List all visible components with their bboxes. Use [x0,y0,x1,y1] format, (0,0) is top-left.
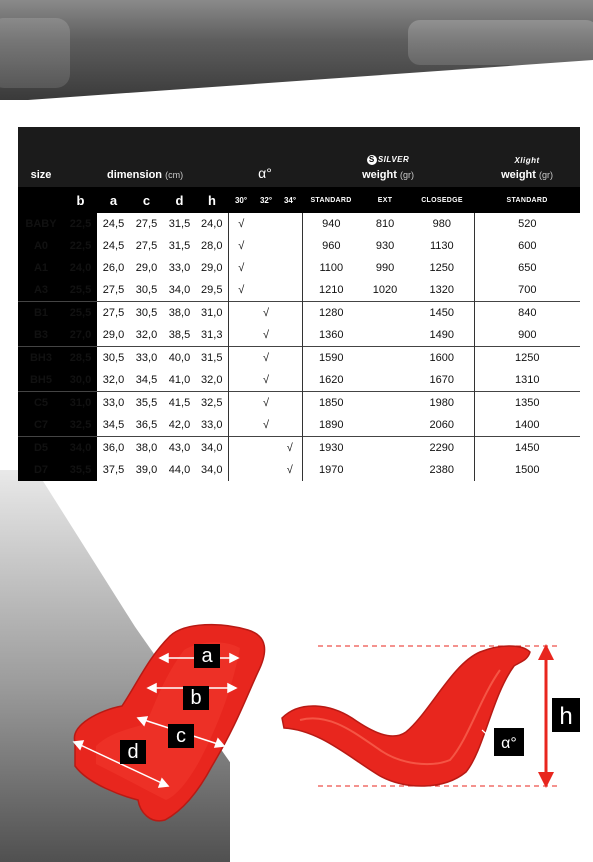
cell-b: 25,5 [64,302,97,325]
cell-d: 40,0 [163,347,196,370]
cell-a: 27,5 [97,302,130,325]
cell-silver-standard: 960 [322,240,341,252]
cell-silver-closedge: 1130 [410,235,474,257]
cell-b: 32,5 [64,414,97,437]
cell-angle-0 [228,347,254,370]
cell-silver-closedge: 1600 [410,347,474,370]
cell-silver-ext [360,392,410,415]
cell-silver-standard: 1360 [319,329,344,341]
cell-c: 32,0 [135,329,158,341]
col-xlight-standard: STANDARD [474,187,580,213]
cell-silver-closedge: 980 [410,213,474,235]
label-d [120,740,146,764]
cell-silver-ext [360,324,410,347]
cell-silver-standard: 940 [322,218,341,230]
cell-angle-2 [278,302,302,325]
seat-size-table [18,127,580,481]
cell-c: 36,5 [135,419,158,431]
cell-c: 33,0 [130,347,163,370]
label-a [194,644,220,668]
cell-h: 31,3 [201,329,223,341]
cell-h: 28,0 [201,240,223,252]
header-angle: α° [228,127,302,187]
cell-c: 38,0 [130,437,163,460]
cell-silver-closedge: 1250 [410,257,474,279]
cell-silver-standard: 1850 [302,392,360,415]
cell-angle-0: √ [228,257,254,279]
cell-angle-2 [278,279,302,302]
cell-a: 24,5 [102,240,125,252]
cell-b: 22,5 [64,213,97,235]
cell-silver-ext [360,414,410,437]
cell-angle-0 [228,414,254,437]
cell-b: 27,0 [64,324,97,347]
cell-size: A3 [18,279,64,302]
background-panel-left [0,18,70,88]
cell-b: 30,0 [64,369,97,392]
cell-size: C5 [18,392,64,415]
cell-a: 36,0 [97,437,130,460]
cell-h: 29,5 [201,284,223,296]
cell-silver-closedge: 1670 [410,369,474,392]
cell-xlight-standard: 520 [518,218,537,230]
cell-size: BH5 [18,369,64,392]
cell-silver-standard: 1280 [302,302,360,325]
cell-angle-2 [278,213,302,235]
header-xlight-weight: Xlight weight (gr) [474,127,580,187]
table-row [18,392,580,415]
seat-front-view [74,625,265,821]
svg-text:h: h [559,703,573,730]
col-silver-standard: STANDARD [302,187,360,213]
cell-angle-1: √ [262,374,270,386]
cell-angle-0 [228,459,254,481]
cell-angle-0 [228,392,254,415]
cell-size: A1 [18,257,64,279]
svg-text:α°: α° [501,735,517,752]
label-alpha [494,728,524,756]
cell-angle-2: √ [278,437,302,460]
cell-silver-closedge: 2290 [410,437,474,460]
cell-h: 32,0 [201,374,223,386]
cell-size: D5 [18,437,64,460]
table-row [18,324,580,347]
cell-c: 29,0 [135,262,158,274]
cell-angle-0 [228,369,254,392]
cell-angle-0: √ [228,235,254,257]
cell-angle-1 [254,437,278,460]
header-row-titles [18,127,580,187]
cell-angle-1 [254,279,278,302]
cell-a: 32,0 [102,374,125,386]
cell-xlight-standard: 1450 [474,437,580,460]
seat-side-view [282,644,580,788]
cell-angle-2 [278,392,302,415]
cell-xlight-standard: 840 [474,302,580,325]
col-d: d [163,187,196,213]
seat-diagram [0,600,593,862]
cell-angle-0 [228,437,254,460]
col-c: c [130,187,163,213]
cell-a: 37,5 [102,464,125,476]
table-row [18,213,580,235]
cell-h: 24,0 [201,218,223,230]
cell-silver-ext: 930 [375,240,395,252]
cell-c: 27,5 [135,218,158,230]
cell-silver-standard: 1970 [319,464,344,476]
cell-angle-1 [254,213,278,235]
col-silver-closedge: CLOSEDGE [410,187,474,213]
cell-silver-ext [360,302,410,325]
cell-c: 30,5 [135,284,158,296]
cell-size: A0 [18,235,64,257]
cell-d: 41,0 [168,374,191,386]
cell-d: 38,0 [163,302,196,325]
cell-size: B1 [18,302,64,325]
cell-silver-closedge: 2060 [410,414,474,437]
header-size: size [18,127,64,187]
svg-text:c: c [176,725,186,747]
cell-xlight-standard: 1400 [515,419,540,431]
cell-silver-standard: 1930 [302,437,360,460]
table-row [18,235,580,257]
cell-a: 34,5 [102,419,125,431]
cell-angle-0 [228,302,254,325]
cell-d: 41,5 [163,392,196,415]
cell-silver-ext [360,459,410,481]
cell-d: 44,0 [168,464,191,476]
cell-silver-closedge: 1450 [410,302,474,325]
cell-a: 24,5 [102,218,125,230]
cell-xlight-standard: 650 [518,262,537,274]
cell-silver-ext [360,437,410,460]
cell-silver-closedge: 2380 [410,459,474,481]
table-row [18,369,580,392]
col-silver-ext: EXT [360,187,410,213]
cell-h: 34,0 [201,464,223,476]
table-row [18,347,580,370]
cell-c: 30,5 [130,302,163,325]
table-row [18,414,580,437]
cell-angle-0: √ [228,279,254,302]
cell-a: 29,0 [102,329,125,341]
col-32: 32° [254,187,278,213]
cell-h: 31,5 [196,347,228,370]
cell-silver-ext: 1020 [372,284,398,296]
cell-b: 31,0 [64,392,97,415]
svg-text:d: d [127,741,139,763]
cell-d: 33,0 [168,262,191,274]
cell-silver-closedge: 1490 [410,324,474,347]
cell-angle-1 [254,257,278,279]
cell-b: 22,5 [64,235,97,257]
header-row-columns [18,187,580,213]
cell-b: 25,5 [64,279,97,302]
cell-h: 32,5 [196,392,228,415]
header-silver-weight: S SILVER weight (gr) [302,127,474,187]
label-h [552,698,580,732]
cell-angle-2 [278,324,302,347]
cell-silver-standard: 1590 [302,347,360,370]
cell-angle-1: √ [254,302,278,325]
cell-silver-standard: 1210 [319,284,344,296]
cell-angle-2 [278,235,302,257]
col-30: 30° [228,187,254,213]
cell-xlight-standard: 1350 [474,392,580,415]
cell-a: 27,5 [102,284,125,296]
cell-a: 26,0 [102,262,125,274]
cell-b: 35,5 [64,459,97,481]
cell-xlight-standard: 1250 [474,347,580,370]
table-row [18,257,580,279]
col-h: h [196,187,228,213]
cell-d: 31,5 [168,218,191,230]
cell-angle-2 [278,369,302,392]
cell-d: 34,0 [168,284,191,296]
cell-a: 30,5 [97,347,130,370]
label-b [183,686,209,710]
col-34: 34° [278,187,302,213]
col-a: a [97,187,130,213]
svg-text:b: b [190,687,202,709]
cell-angle-2 [278,257,302,279]
table-row [18,279,580,302]
cell-size: BH3 [18,347,64,370]
cell-silver-ext [360,347,410,370]
cell-d: 31,5 [168,240,191,252]
cell-silver-standard: 1620 [319,374,344,386]
cell-angle-2: √ [278,459,302,481]
cell-c: 35,5 [130,392,163,415]
cell-silver-standard: 1890 [319,419,344,431]
cell-silver-ext: 990 [375,262,395,274]
cell-silver-standard: 1100 [319,262,344,274]
cell-angle-1: √ [254,347,278,370]
cell-angle-1: √ [254,392,278,415]
table-row [18,459,580,481]
cell-angle-0 [228,324,254,347]
cell-b: 34,0 [64,437,97,460]
table-row [18,302,580,325]
cell-h: 29,0 [201,262,223,274]
cell-xlight-standard: 600 [518,240,537,252]
cell-xlight-standard: 1310 [515,374,540,386]
cell-size: D7 [18,459,64,481]
cell-h: 31,0 [196,302,228,325]
table-row [18,437,580,460]
cell-c: 34,5 [135,374,158,386]
cell-a: 33,0 [97,392,130,415]
cell-h: 33,0 [201,419,223,431]
cell-c: 39,0 [135,464,158,476]
cell-b: 28,5 [64,347,97,370]
cell-size: C7 [18,414,64,437]
cell-xlight-standard: 1500 [515,464,540,476]
cell-d: 43,0 [163,437,196,460]
cell-size: BABY [18,213,64,235]
cell-angle-2 [278,347,302,370]
cell-silver-closedge: 1320 [410,279,474,302]
cell-angle-2 [278,414,302,437]
cell-c: 27,5 [135,240,158,252]
cell-size: B3 [18,324,64,347]
cell-angle-1 [254,459,278,481]
cell-silver-closedge: 1980 [410,392,474,415]
xlight-logo: Xlight [514,156,540,165]
cell-xlight-standard: 900 [518,329,537,341]
cell-h: 34,0 [196,437,228,460]
cell-silver-ext: 810 [375,218,395,230]
background-panel-right [408,20,593,65]
cell-silver-ext [360,369,410,392]
cell-angle-1: √ [262,329,270,341]
cell-xlight-standard: 700 [518,284,537,296]
svg-text:a: a [201,645,213,667]
cell-d: 42,0 [168,419,191,431]
cell-angle-0: √ [228,213,254,235]
cell-angle-1: √ [262,419,270,431]
label-c [168,724,194,748]
header-dimension: dimension (cm) [97,127,228,187]
col-b: b [64,187,97,213]
cell-d: 38,5 [168,329,191,341]
silver-logo: S SILVER [367,155,409,165]
cell-angle-1 [254,235,278,257]
cell-b: 24,0 [64,257,97,279]
